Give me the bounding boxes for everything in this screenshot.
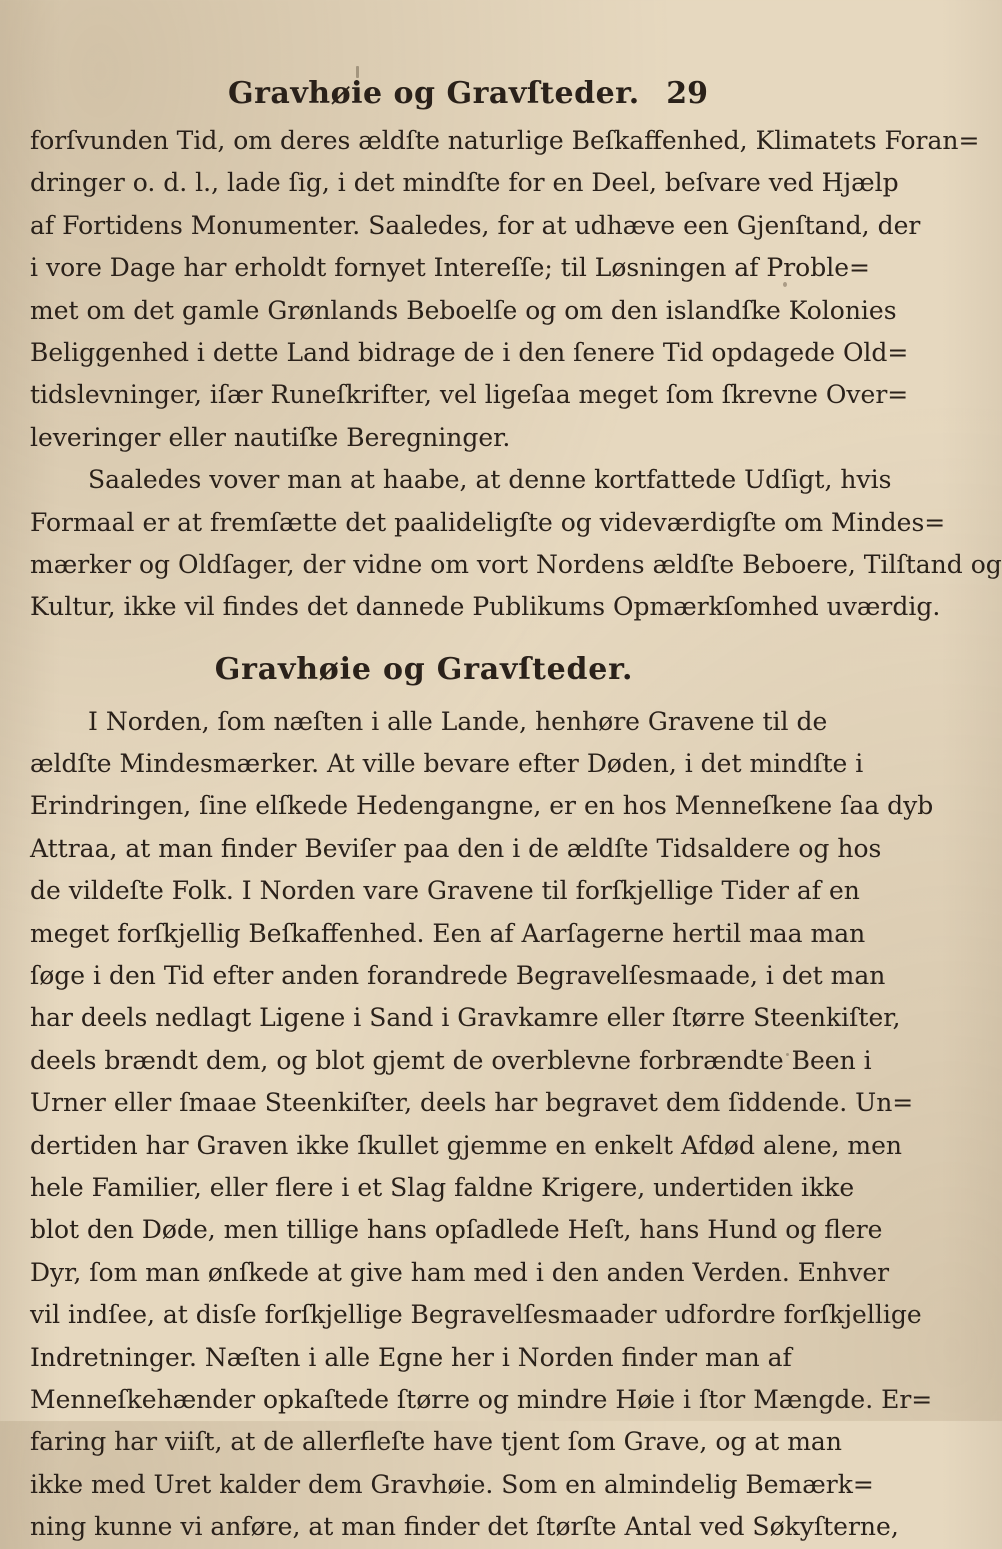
text-line: af Fortidens Monumenter. Saaledes, for at udhæve een Gjenſtand, der: [30, 210, 921, 240]
text-line: faring har viiſt, at de allerfleſte have tjent ſom Grave, og at man: [30, 1427, 842, 1457]
page-number: 29: [666, 76, 708, 111]
paper-speck: [786, 1053, 789, 1056]
body-text: [30, 120, 1002, 1549]
text-line: hele Familier, eller flere i et Slag faldne Krigere, undertiden ikke: [30, 1172, 855, 1202]
text-line: Kultur, ikke vil findes det dannede Publikums Opmærkſomhed uværdig.: [30, 592, 941, 622]
text-line: har deels nedlagt Ligene i Sand i Gravkamre eller ſtørre Steenkiſter,: [30, 1003, 901, 1033]
text-line: dertiden har Graven ikke ſkullet gjemme en enkelt Afdød alene, men: [30, 1130, 902, 1160]
text-line: Attraa, at man finder Beviſer paa den i de ældſte Tidsaldere og hos: [30, 833, 882, 863]
section-heading: Gravhøie og Gravſteder.: [214, 651, 634, 687]
text-line: met om det gamle Grønlands Beboelſe og om den islandſke Kolonies: [30, 295, 897, 325]
paper-speck: [783, 282, 787, 287]
text-line: tidslevninger, iſær Runeſkrifter, vel ligeſaa meget ſom ſkrevne Over=: [30, 380, 909, 410]
text-line: leveringer eller nautiſke Beregninger.: [30, 422, 511, 452]
running-title: Gravhøie og Gravſteder.: [228, 76, 640, 111]
section-paragraph: [30, 701, 934, 1549]
text-line: deels brændt dem, og blot gjemt de overblevne forbrændte Been i: [30, 1045, 872, 1075]
text-line: Dyr, ſom man ønſkede at give ham med i den anden Verden. Enhver: [30, 1257, 890, 1287]
text-line: mærker og Oldſager, der vidne om vort Nordens ældſte Beboere, Tilſtand og: [30, 549, 1002, 579]
text-line: i vore Dage har erholdt fornyet Intereſſe; til Løsningen af Proble=: [30, 253, 870, 283]
text-line: de vildeſte Folk. I Norden vare Gravene til forſkjellige Tider af en: [30, 876, 860, 906]
text-line: I Norden, ſom næſten i alle Lande, henhøre Gravene til de: [88, 706, 828, 736]
text-line: Menneſkehænder opkaſtede ſtørre og mindre Høie i ſtor Mængde. Er=: [30, 1384, 933, 1414]
running-head: [0, 76, 800, 116]
text-line: Urner eller ſmaae Steenkiſter, deels har begravet dem ſiddende. Un=: [30, 1088, 914, 1118]
conclusion-paragraph: [30, 459, 1002, 629]
text-line: ældſte Mindesmærker. At ville bevare efter Døden, i det mindſte i: [30, 749, 864, 779]
text-line: vil indſee, at disſe forſkjellige Begravelſesmaader udfordre forſkjellige: [30, 1300, 922, 1330]
text-line: ning kunne vi anføre, at man finder det ſtørſte Antal ved Søkyſterne,: [30, 1512, 899, 1542]
intro-paragraph: [30, 120, 980, 459]
text-line: ikke med Uret kalder dem Gravhøie. Som en almindelig Bemærk=: [30, 1469, 874, 1499]
text-line: ſøge i den Tid efter anden forandrede Begravelſesmaade, i det man: [30, 961, 886, 991]
paper-speck: [356, 66, 359, 78]
text-line: Beliggenhed i dette Land bidrage de i den ſenere Tid opdagede Old=: [30, 337, 909, 367]
text-line: Saaledes vover man at haabe, at denne kortfattede Udſigt, hvis: [88, 465, 892, 495]
text-line: Formaal er at fremſætte det paalideligſte og videværdigſte om Mindes=: [30, 507, 946, 537]
text-line: Erindringen, ſine elſkede Hedengangne, er en hos Menneſkene ſaa dyb: [30, 791, 934, 821]
text-line: blot den Døde, men tillige hans opſadlede Heſt, hans Hund og flere: [30, 1215, 883, 1245]
text-line: dringer o. d. l., lade ſig, i det mindſte for en Deel, beſvare ved Hjælp: [30, 168, 899, 198]
text-line: forſvunden Tid, om deres ældſte naturlige Beſkaffenhed, Klimatets Foran=: [30, 126, 980, 155]
text-line: meget forſkjellig Beſkaffenhed. Een af Aarſagerne hertil maa man: [30, 918, 866, 948]
text-line: Indretninger. Næſten i alle Egne her i Norden finder man af: [30, 1342, 792, 1372]
